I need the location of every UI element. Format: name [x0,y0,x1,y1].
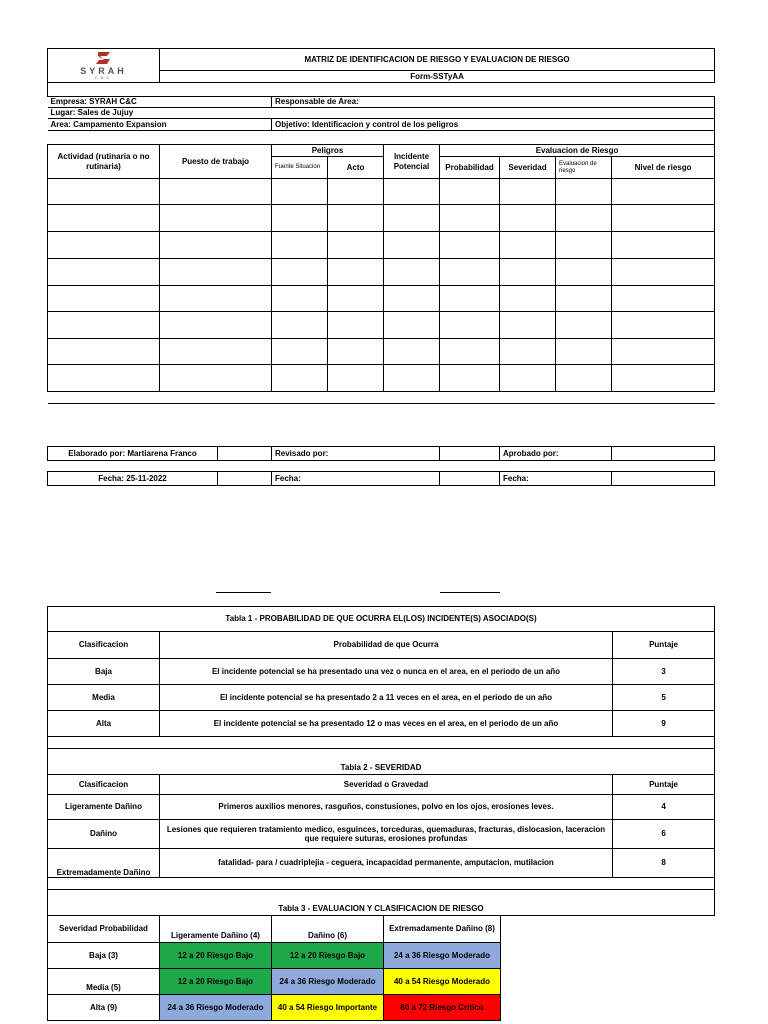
spacer-row [48,461,715,472]
blank-cell [218,447,272,461]
form-code: Form-SSTyAA [160,71,715,83]
table-row [48,685,715,711]
logo-subtext: C&C [94,75,113,81]
header-fuente: Fuente Situacion [272,157,328,179]
tabla3-col-danino: Dañino (6) [272,916,384,943]
risk-cell-bajo: 12 a 20 Riesgo Bajo [272,943,384,969]
table-row [48,943,715,969]
tabla2-puntaje: 6 [613,820,715,849]
matrix-row [48,205,715,232]
risk-cell-moderado: 24 a 36 Riesgo Moderado [160,995,272,1021]
header-incidente: Incidente Potencial [384,145,440,179]
header-acto: Acto [328,157,384,179]
tabla1-clasificacion: Alta [48,711,160,737]
table-row [48,795,715,820]
header-evaluacion: Evaluacion de Riesgo [440,145,715,157]
objetivo-field: Objetivo: Identificacion y control de los peligros [272,119,715,131]
risk-cell-bajo: 12 a 20 Riesgo Bajo [160,943,272,969]
tabla2-puntaje: 8 [613,849,715,878]
blank-cell [612,447,715,461]
tabla2-descripcion: Primeros auxilios menores, rasguños, constusiones, polvo en los ojos, erosiones leves. [160,795,613,820]
fecha-elaborado: Fecha: 25-11-2022 [48,472,218,486]
tabla2-clasificacion: Ligeramente Dañino [48,795,160,820]
tabla1-descripcion: El incidente potencial se ha presentado una vez o nunca en el area, en el periodo de un año [160,659,613,685]
tabla2-col-severidad: Severidad o Gravedad [160,775,613,795]
risk-cell-moderado: 24 a 36 Riesgo Moderado [272,969,384,995]
tabla3-row-label: Media (5) [48,969,160,995]
company-logo [48,49,160,83]
spacer-row [48,392,715,404]
empresa-field: Empresa: SYRAH C&C [48,97,272,108]
table-row [48,995,715,1021]
tabla1-col-clasificacion: Clasificacion [48,632,160,659]
matrix-row [48,286,715,312]
syrah-logo-icon [94,50,114,66]
elaborado-por: Elaborado por: Martiarena Franco [48,447,218,461]
tabla2-clasificacion: Dañino [48,820,160,849]
responsable-field: Responsable de Area: [272,97,715,108]
revisado-por: Revisado por: [272,447,440,461]
header-probabilidad: Probabilidad [440,157,500,179]
tabla2-clasificacion: Extremadamente Dañino [48,849,160,878]
header-severidad: Severidad [500,157,556,179]
tabla2-descripcion: Lesiones que requieren tratamiento medico, esguinces, torceduras, quemaduras, fracturas, dislocasion, laceracion que requiere suturas, erosiones profundas [160,820,613,849]
tabla3-row-label: Alta (9) [48,995,160,1021]
tabla3-col-ligeramente: Ligeramente Dañino (4) [160,916,272,943]
spacer-row [48,131,715,145]
table-row [48,969,715,995]
risk-cell-importante: 40 a 54 Riesgo Importante [272,995,384,1021]
spacer-row [48,878,715,890]
fecha-aprobado: Fecha: [500,472,612,486]
blank-cell [501,995,715,1021]
logo-wordmark: SYRAH [80,66,127,77]
tabla1-puntaje: 3 [613,659,715,685]
aprobado-por: Aprobado por: [500,447,612,461]
matrix-row [48,339,715,365]
blank-cell [440,472,500,486]
table-row [48,820,715,849]
tabla1-descripcion: El incidente potencial se ha presentado 12 o mas veces en el area, en el periodo de un año [160,711,613,737]
tabla3-row-label: Baja (3) [48,943,160,969]
tabla2-puntaje: 4 [613,795,715,820]
spacer-row [48,83,715,97]
reference-tables [47,606,715,1021]
blank-cell [218,472,272,486]
spacer-row [48,737,715,749]
table-row [48,659,715,685]
risk-cell-critico: 60 a 72 Riesgo Critico [384,995,501,1021]
matrix-row [48,179,715,205]
signature-line [440,592,500,593]
tabla1-col-puntaje: Puntaje [613,632,715,659]
signature-line [216,592,271,593]
table-row [48,711,715,737]
tabla1-clasificacion: Media [48,685,160,711]
tabla1-puntaje: 5 [613,685,715,711]
blank-cell [501,916,715,943]
fecha-revisado: Fecha: [272,472,440,486]
matrix-row [48,259,715,286]
tabla3-corner: Severidad Probabilidad [48,916,160,943]
risk-cell-bajo: 12 a 20 Riesgo Bajo [160,969,272,995]
header-nivel: Nivel de riesgo [612,157,715,179]
risk-cell-moderado: 24 a 36 Riesgo Moderado [384,943,501,969]
risk-matrix-form [47,48,715,404]
tabla1-puntaje: 9 [613,711,715,737]
tabla1-descripcion: El incidente potencial se ha presentado 2 a 11 veces en el area, en el periodo de un año [160,685,613,711]
tabla1-clasificacion: Baja [48,659,160,685]
risk-cell-moderado-alto: 40 a 54 Riesgo Moderado [384,969,501,995]
blank-cell [612,472,715,486]
blank-cell [501,969,715,995]
blank-cell [501,943,715,969]
header-eval-riesgo: Evaluacion de riesgo [556,157,612,179]
tabla3-col-extremadamente: Extremadamente Dañino (8) [384,916,501,943]
form-title: MATRIZ DE IDENTIFICACION DE RIESGO Y EVALUACION DE RIESGO [160,49,715,71]
tabla2-descripcion: fatalidad- para / cuadriplejia - ceguera, incapacidad permanente, amputacion, mutilacion [160,849,613,878]
header-actividad: Actividad (rutinaria o no rutinaria) [48,145,160,179]
tabla2-col-clasificacion: Clasificacion [48,775,160,795]
tabla1-col-probabilidad: Probabilidad de que Ocurra [160,632,613,659]
lugar-field: Lugar: Sales de Jujuy [48,108,715,119]
tabla3-title: Tabla 3 - EVALUACION Y CLASIFICACION DE RIESGO [48,890,715,916]
matrix-row [48,232,715,259]
matrix-row [48,312,715,339]
blank-cell [440,447,500,461]
tabla2-col-puntaje: Puntaje [613,775,715,795]
table-row [48,849,715,878]
matrix-row [48,365,715,392]
tabla1-title: Tabla 1 - PROBABILIDAD DE QUE OCURRA EL(LOS) INCIDENTE(S) ASOCIADO(S) [48,607,715,632]
signature-block [47,446,715,486]
area-field: Area: Campamento Expansion [48,119,272,131]
header-peligros: Peligros [272,145,384,157]
tabla2-title: Tabla 2 - SEVERIDAD [48,749,715,775]
header-puesto: Puesto de trabajo [160,145,272,179]
